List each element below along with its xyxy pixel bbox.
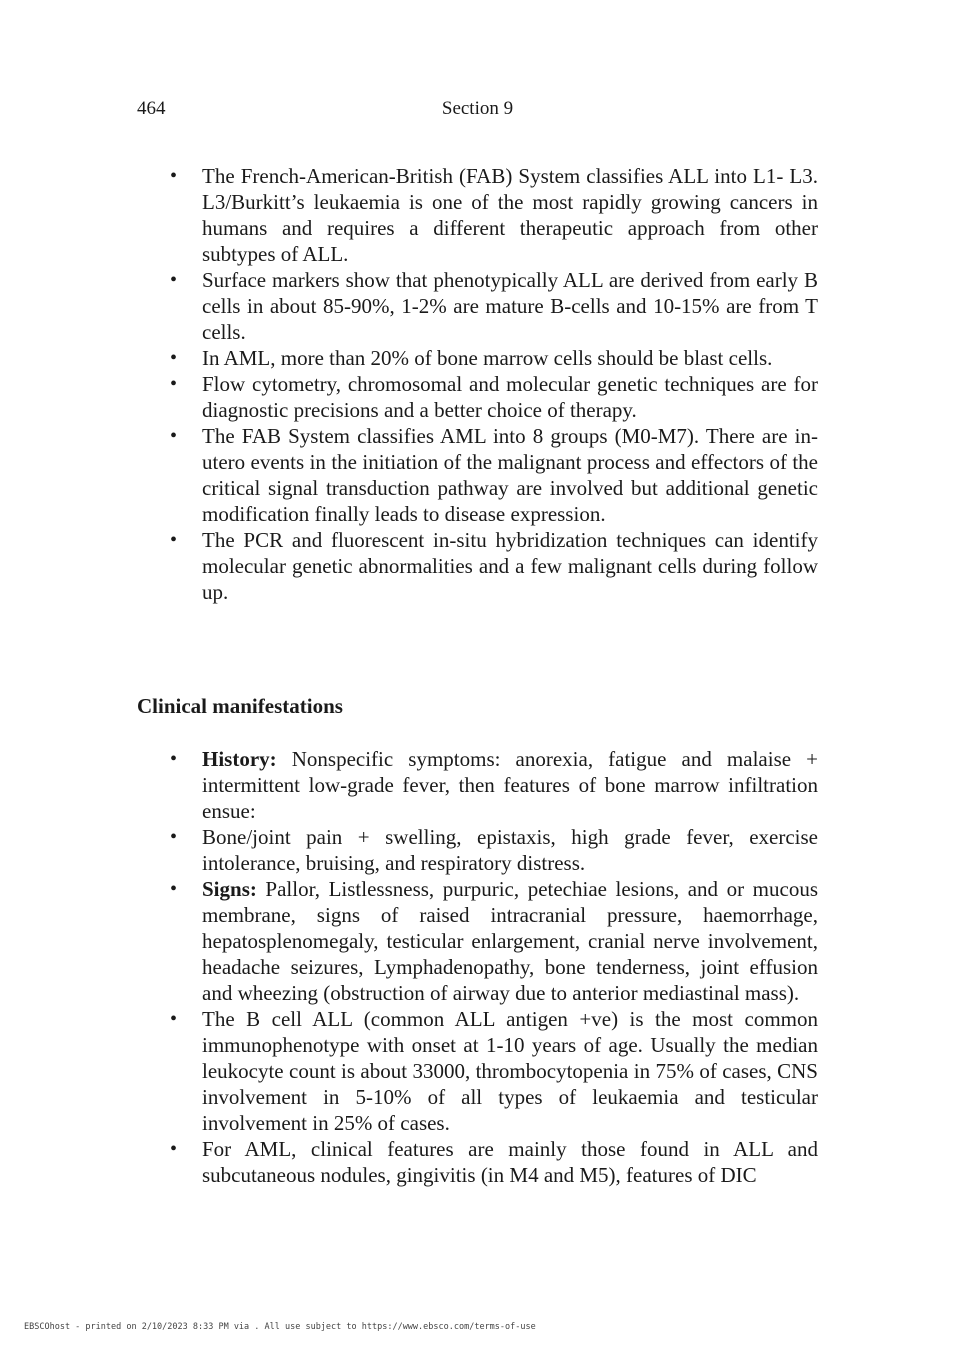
list-item: • Surface markers show that phenotypically ALL are derived from early B cells in about 85-90%, 1-2% are mature B-cells and 10-15% are from T cells.	[170, 268, 818, 344]
clinical-list	[170, 746, 818, 1188]
list-item: • History: Nonspecific symptoms: anorexia, fatigue and malaise + intermittent low-grade fever, then features of bone marrow infiltration ensue:	[170, 747, 818, 823]
bullet-icon: •	[170, 425, 178, 447]
list-item: • For AML, clinical features are mainly those found in ALL and subcutaneous nodules, gingivitis (in M4 and M5), features of DIC	[170, 1137, 818, 1187]
list-item: • The French-American-British (FAB) System classifies ALL into L1- L3. L3/Burkitt’s leukaemia is one of the most rapidly growing cancers in humans and requires a different therapeutic approach from other subtypes of ALL.	[170, 164, 818, 266]
bullet-icon: •	[170, 1008, 178, 1030]
section-heading: Clinical manifestations	[137, 694, 343, 718]
list-item: • The B cell ALL (common ALL antigen +ve) is the most common immunophenotype with onset at 1-10 years of age. Usually the median leukocyte count is about 33000, thrombocytopenia in 75% of cases, CNS involvement in 5-10% of all types of leukaemia and testicular involvement in 25% of cases.	[170, 1007, 818, 1135]
list-item: • Flow cytometry, chromosomal and molecular genetic techniques are for diagnostic precisions and a better choice of therapy.	[170, 372, 818, 422]
list-item: • The PCR and fluorescent in-situ hybridization techniques can identify molecular genetic abnormalities and a few malignant cells during follow up.	[170, 528, 818, 604]
history-lead: History:	[202, 747, 277, 771]
list-item: • The FAB System classifies AML into 8 groups (M0-M7). There are in-utero events in the initiation of the malignant process and effectors of the critical signal transduction pathway are involved but additional genetic modification finally leads to disease expression.	[170, 424, 818, 526]
classification-list	[170, 163, 818, 605]
print-footer: EBSCOhost - printed on 2/10/2023 8:33 PM via . All use subject to https://www.ebsco.com/terms-of-use	[24, 1322, 536, 1332]
bullet-icon: •	[170, 347, 178, 369]
signs-lead: Signs:	[202, 877, 257, 901]
running-head: Section 9	[441, 98, 514, 119]
bullet-icon: •	[170, 373, 178, 395]
bullet-icon: •	[170, 826, 178, 848]
list-item: • Signs: Pallor, Listlessness, purpuric, petechiae lesions, and or mucous membrane, signs of raised intracranial pressure, haemorrhage, hepatosplenomegaly, testicular enlargement, cranial nerve involvement, headache seizures, Lymphadenopathy, bone tenderness, joint effusion and wheezing (obstruction of airway due to anterior mediastinal mass).	[170, 877, 818, 1005]
bullet-icon: •	[170, 878, 178, 900]
bullet-icon: •	[170, 748, 178, 770]
bullet-icon: •	[170, 1138, 178, 1160]
bullet-icon: •	[170, 165, 178, 187]
list-item: • Bone/joint pain + swelling, epistaxis, high grade fever, exercise intolerance, bruising, and respiratory distress.	[170, 825, 818, 875]
page-number: 464	[137, 98, 166, 119]
bullet-icon: •	[170, 269, 178, 291]
list-item: • In AML, more than 20% of bone marrow cells should be blast cells.	[170, 346, 773, 370]
bullet-icon: •	[170, 529, 178, 551]
